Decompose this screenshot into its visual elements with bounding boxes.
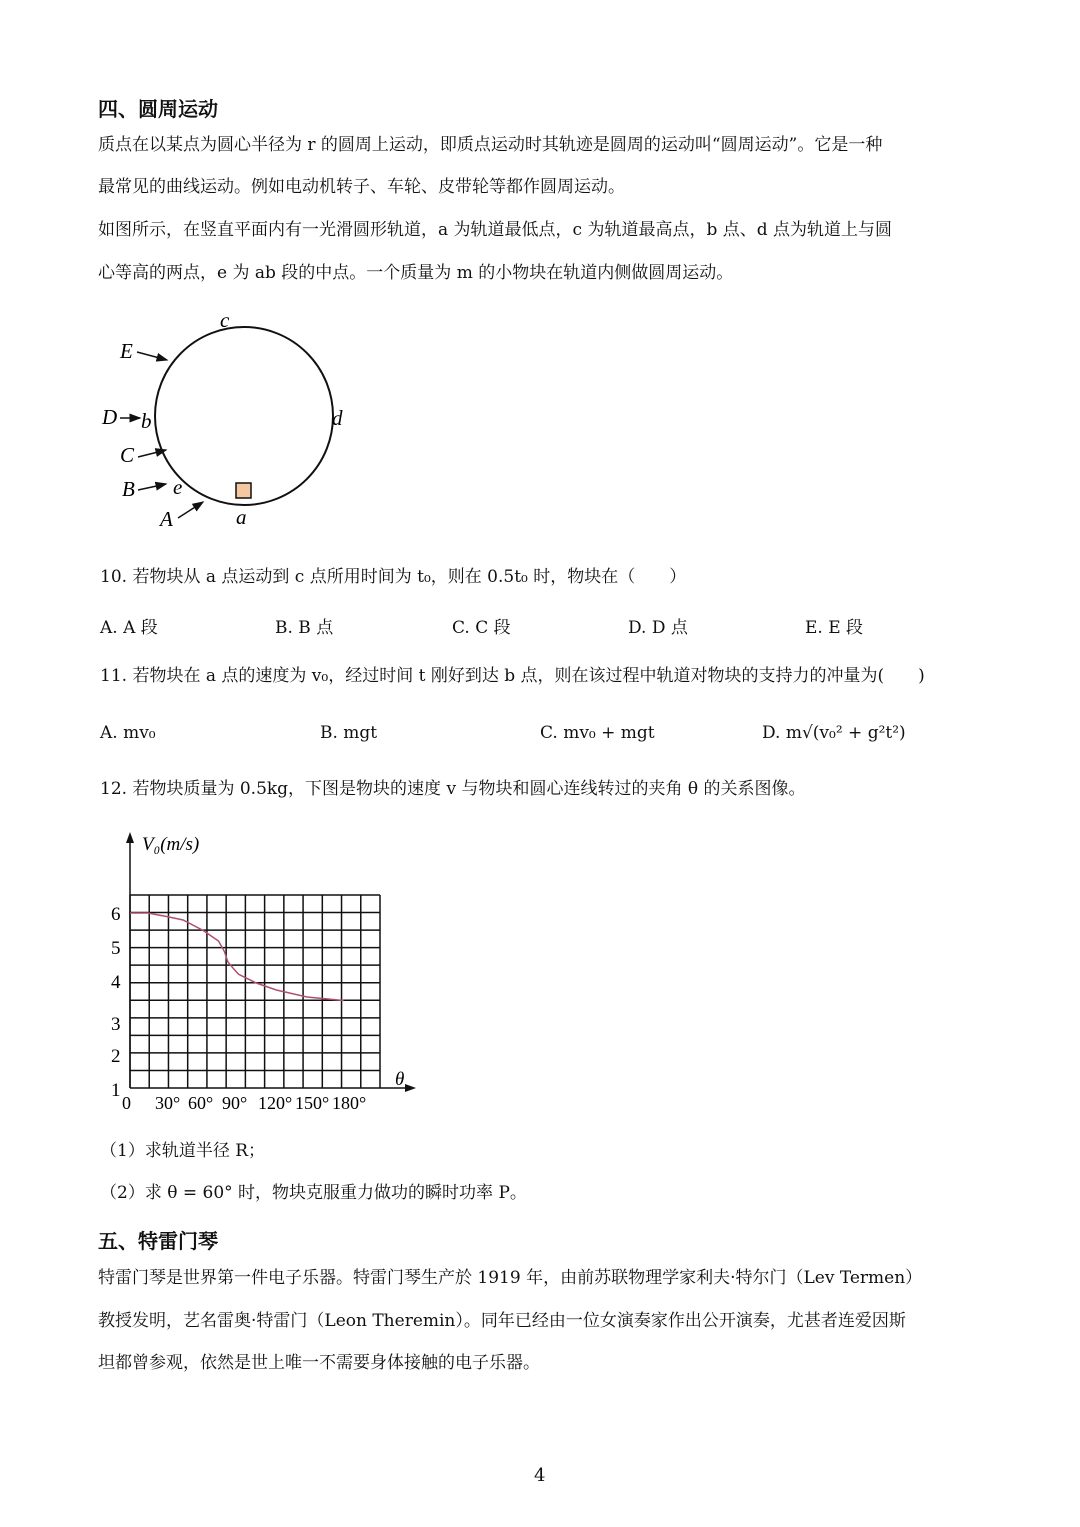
x-tick-label: 150° [295,1093,330,1113]
option: B. B 点 [275,618,334,638]
y-axis-arrow [126,832,134,843]
x-tick-label: 90° [222,1093,248,1113]
question-11-stem: 11. 若物块在 a 点的速度为 v₀，经过时间 t 刚好到达 b 点，则在该过程中轨道对物块的支持力的冲量为( ) [100,666,925,686]
label-C: C [120,443,135,467]
x-tick-label: 120° [258,1093,293,1113]
x-axis-label: θ [395,1069,405,1090]
y-tick-label: 1 [111,1080,121,1101]
paragraph-line: 教授发明，艺名雷奥·特雷门（Leon Theremin）。同年已经由一位女演奏家作出公开演奏，尤甚者连爱因斯 [98,1311,906,1331]
y-axis-label: V₀(m/s) [142,834,200,855]
paragraph-line: 质点在以某点为圆心半径为 r 的圆周上运动，即质点运动时其轨迹是圆周的运动叫“圆周运动”。它是一种 [98,135,883,155]
option: A. A 段 [100,618,158,638]
option: E. E 段 [805,618,864,638]
y-tick-label: 6 [111,904,121,925]
label-B: B [122,477,135,501]
y-tick-label: 3 [111,1014,121,1035]
question-10-stem: 10. 若物块从 a 点运动到 c 点所用时间为 t₀，则在 0.5t₀ 时，物块在（ ） [100,567,687,587]
sub-question-2: （2）求 θ = 60° 时，物块克服重力做功的瞬时功率 P。 [100,1183,527,1203]
paragraph-line: 特雷门琴是世界第一件电子乐器。特雷门琴生产於 1919 年，由前苏联物理学家利夫·特尔门（Lev Termen） [98,1268,923,1288]
label-d: d [332,406,343,430]
x-tick-label: 30° [155,1093,181,1113]
label-E: E [120,339,133,363]
option: D. D 点 [628,618,688,638]
label-D: D [102,405,118,429]
paragraph-line: 心等高的两点，e 为 ab 段的中点。一个质量为 m 的小物块在轨道内侧做圆周运动。 [98,263,734,283]
option: C. C 段 [452,618,511,638]
x-tick-label: 180° [332,1093,367,1113]
section-heading: 五、特雷门琴 [98,1229,218,1253]
option: C. mv₀ + mgt [540,723,655,743]
x-tick-label: 60° [188,1093,214,1113]
circle-track-diagram [0,300,420,540]
label-b: b [141,409,152,433]
y-tick-label: 5 [111,938,121,959]
page-number: 4 [534,1465,546,1486]
option: D. m√(v₀² + g²t²) [762,723,906,743]
x-axis-arrow [405,1084,416,1092]
data-curve [130,913,344,1001]
paragraph-line: 最常见的曲线运动。例如电动机转子、车轮、皮带轮等都作圆周运动。 [98,177,625,197]
x-tick-label: 0 [122,1093,131,1113]
block [236,483,251,498]
sub-question-1: （1）求轨道半径 R； [100,1141,266,1161]
label-a: a [236,505,247,529]
paragraph-line: 如图所示，在竖直平面内有一光滑圆形轨道，a 为轨道最低点，c 为轨道最高点，b 点、d 点为轨道上与圆 [98,220,893,240]
option: A. mv₀ [100,723,156,743]
paragraph-line: 坦都曾参观，依然是世上唯一不需要身体接触的电子乐器。 [98,1353,540,1373]
y-tick-label: 2 [111,1046,121,1067]
label-c: c [220,308,230,332]
label-A: A [160,507,173,531]
section-heading: 四、圆周运动 [98,97,218,121]
y-tick-label: 4 [111,972,121,993]
question-12-stem: 12. 若物块质量为 0.5kg，下图是物块的速度 v 与物块和圆心连线转过的夹角 θ 的关系图像。 [100,779,806,799]
option: B. mgt [320,723,378,743]
label-e: e [173,475,183,499]
